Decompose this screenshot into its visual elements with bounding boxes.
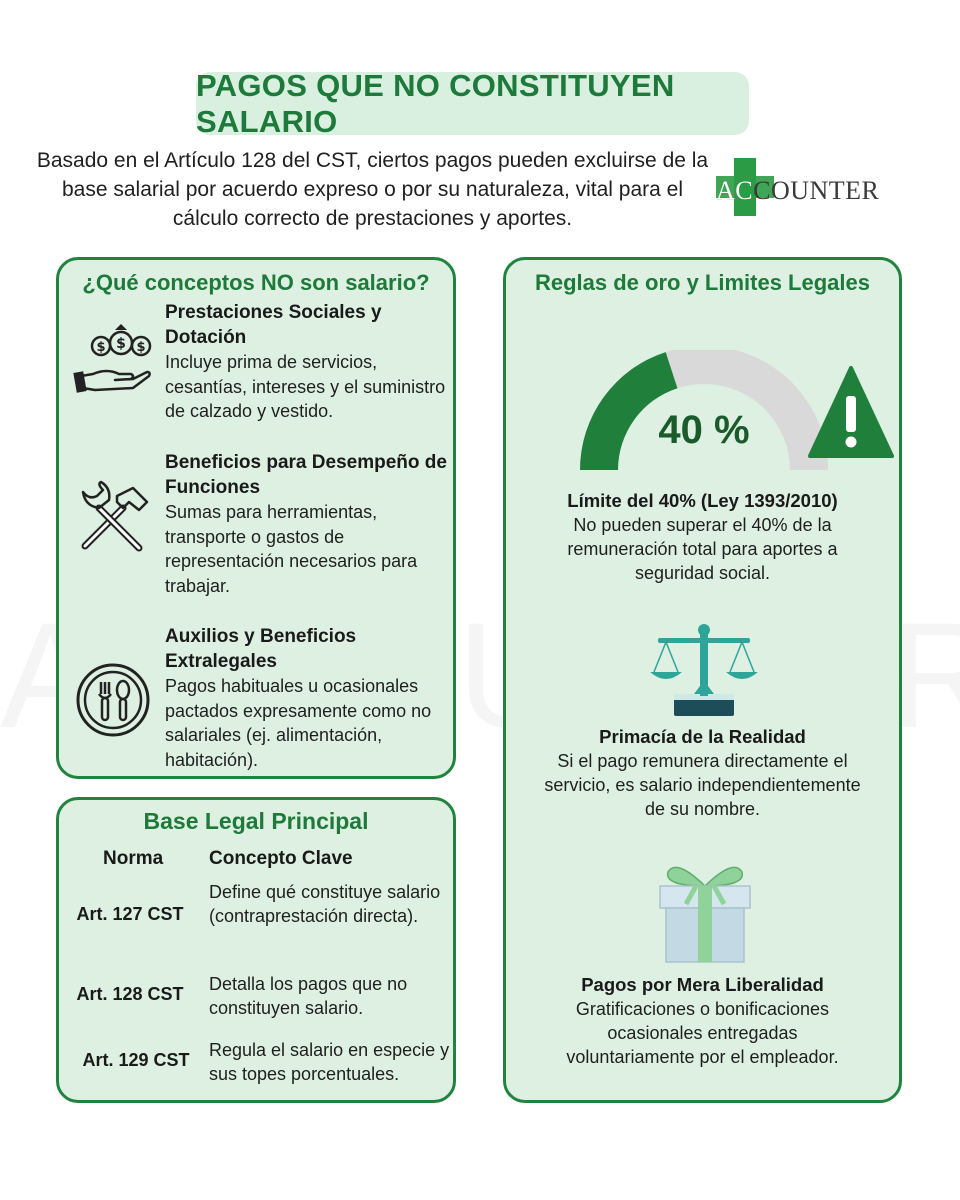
- accounter-logo: [716, 158, 886, 218]
- rule-description: No pueden superar el 40% de la remuneración total para aportes a seguridad social.: [567, 515, 838, 583]
- rule-item: [506, 488, 899, 585]
- rule-heading: Primacía de la Realidad: [599, 726, 806, 747]
- concept-description: Pagos habituales u ocasionales pactados expresamente como no salariales (ej. alimentación, habitación).: [165, 676, 432, 770]
- money-bags-hand-icon: [73, 316, 153, 396]
- page-title: PAGOS QUE NO CONSTITUYEN SALARIO: [196, 67, 675, 139]
- gift-box-icon: [656, 856, 754, 966]
- concept-heading: Beneficios para Desempeño de Funciones: [165, 452, 447, 498]
- concept-description: Incluye prima de servicios, cesantías, intereses y el suministro de calzado y vestido.: [165, 352, 446, 421]
- rule-description: Si el pago remunera directamente el servicio, es salario independientemente de su nombre.: [544, 751, 861, 819]
- table-cell-concept: Regula el salario en especie y sus topes porcentuales.: [209, 1040, 450, 1084]
- concepts-card: [56, 257, 456, 779]
- rule-item: [506, 972, 899, 1069]
- intro-paragraph: Basado en el Artículo 128 del CST, ciertos pagos pueden excluirse de la base salarial por acuerdo expreso o por su naturaleza, vital para el cálculo correcto de prestaciones y aportes.: [36, 149, 709, 230]
- logo-text-right: COUNTER: [753, 176, 880, 205]
- table-cell-concept: Define qué constituye salario (contraprestación directa).: [209, 882, 441, 926]
- table-cell-norm: Art. 128 CST: [76, 984, 184, 1004]
- concept-item-text: [165, 450, 455, 598]
- concept-heading: Auxilios y Beneficios Extralegales: [165, 626, 357, 672]
- svg-text:$: $: [116, 336, 126, 352]
- gauge-label: 40 %: [658, 408, 750, 452]
- table-cell-concept: Detalla los pagos que no constituyen salario.: [209, 974, 408, 1018]
- plate-fork-spoon-icon: [73, 660, 153, 740]
- legal-base-card-title: Base Legal Principal: [143, 808, 369, 834]
- concept-description: Sumas para herramientas, transporte o gastos de representación necesarios para trabajar.: [165, 502, 418, 596]
- rules-card-title: Reglas de oro y Limites Legales: [534, 270, 870, 295]
- legal-base-card: [56, 797, 456, 1103]
- scales-of-justice-icon: [648, 620, 760, 720]
- concept-item-text: [165, 300, 455, 424]
- warning-icon: [808, 364, 894, 460]
- table-cell-norm: Art. 129 CST: [82, 1050, 190, 1070]
- table-header-norm: Norma: [103, 848, 164, 869]
- svg-text:$: $: [136, 340, 146, 355]
- title-banner: [196, 67, 749, 139]
- table-cell-norm: Art. 127 CST: [76, 904, 184, 924]
- concept-item-text: [165, 624, 455, 772]
- table-header-concept: Concepto Clave: [209, 848, 353, 869]
- percentage-gauge: [578, 350, 830, 470]
- rule-heading: Límite del 40% (Ley 1393/2010): [567, 490, 838, 511]
- svg-text:$: $: [96, 340, 106, 355]
- rule-heading: Pagos por Mera Liberalidad: [581, 974, 824, 995]
- rule-item: [506, 724, 899, 821]
- logo-text-left: AC: [716, 176, 754, 205]
- concept-heading: Prestaciones Sociales y Dotación: [165, 302, 382, 348]
- wrench-hammer-icon: [73, 478, 153, 558]
- concepts-card-title: ¿Qué conceptos NO son salario?: [82, 270, 430, 295]
- rules-card: [503, 257, 902, 1103]
- rule-description: Gratificaciones o bonificaciones ocasionales entregadas voluntariamente por el empleador.: [566, 999, 839, 1067]
